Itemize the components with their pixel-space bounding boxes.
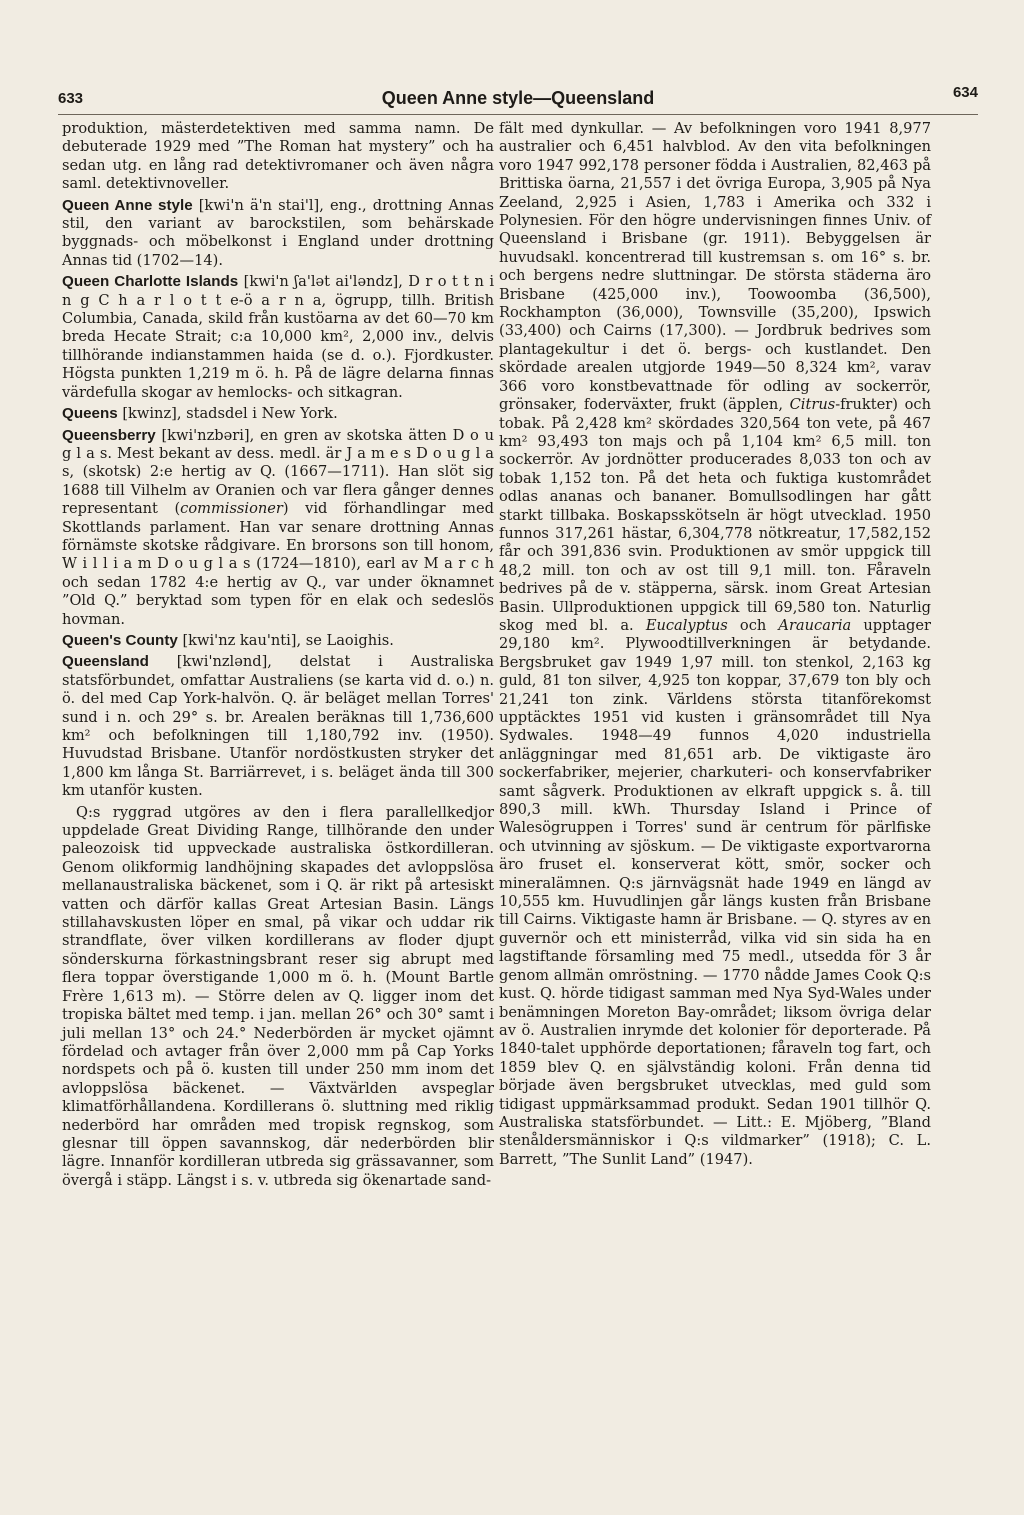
headword: Queensland [62,653,149,671]
page-number-left: 633 [58,90,84,107]
entry-text: fält med dynkullar. — Av befolkningen voro 1941 8,977 australier och 6,451 halvblod. Av den vita befolkningen voro 1947 992,178 personer födda i Australien, 82,463 på Brittiska öarna, 21,557 i det övriga Europa, 3,905 på Nya Zeeland, 2,925 i Asien, 1,783 i Amerika och 332 i Polynesien. För den högre undervisningen finnes Univ. of Queensland i Brisbane (gr. 1911). Bebyggelsen är huvudsakl. koncentrerad till kustremsan s. om 16° s. br. och bergens nedre sluttningar. De största städerna äro Brisbane (425,000 inv.), Toowoomba (36,500), Rockhampton (36,000), Townsville (35,200), Ipswich (33,400) och Cairns (17,300). — Jordbruk bedrives som plantagekultur i det ö. bergs- och kustlandet. Den skördade arealen utgjorde 1949—50 8,324 km², varav 366 voro konstbevattnade för odling av sockerrör, grönsaker, foderväxter, frukt (äpplen, [499,120,931,414]
entry-text: [kwi'n ʃa'lət ai'ləndz], D r o t t n i n g C h a r l o t t e-ö a r n a, ögrupp, tillh. British Columbia, Canada, skild från kustöarna av det 60—70 km breda Hecate Strait; c:a 10,000 km², 2,000 inv., delvis tillhörande indianstammen haida (se d. o.). Fjordkuster. Högsta punkten 1,219 m ö. h. På de lägre delarna finnas värdefulla skogar av hemlocks- och sitkagran. [62,273,495,401]
queensland-geography-paragraph: Q:s ryggrad utgöres av den i flera parallellkedjor uppdelade Great Dividing Range, tillhörande den under paleozoisk tid uppveckade australiska östkordilleran. Genom olikformig landhöjning skapades det avloppslösa mellanaustraliska bäckenet, som i Q. är rikt på artesiskt vatten och därför kallas Great Artesian Basin. Längs stillahavskusten löper en smal, på vikar och uddar rik strandflate, över vilken kordillerans av floder djupt sönderskurna förkastningsbrant reser sig abrupt med flera toppar överstigande 1,000 m ö. h. (Mount Bartle Frère 1,613 m). — Större delen av Q. ligger inom det tropiska bältet med temp. i jan. mellan 26° och 30° samt i juli mellan 13° och 24.° Nederbörden är mycket ojämnt fördelad och avtager från över 2,000 mm på Cap Yorks nordspets och på ö. kusten till under 250 mm inom det avloppslösa bäckenet. — Växtvärlden avspeglar klimatförhållandena. Kordillerans ö. sluttning med riklig nederbörd har områden med tropisk regnskog, som glesnar till öppen savannskog, där nederbörden blir lägre. Innanför kordilleran utbreda sig grässavanner, som övergå i stäpp. Längst i s. v. utbreda sig ökenartade sand- [62,803,494,1189]
entry-italic: commissioner [180,500,283,518]
entry-italic: Araucaria [778,616,852,634]
header-rule [58,114,978,115]
entry-queensberry [62,427,494,629]
entry-text: ) vid förhandlingar med Skottlands parlament. Han var senare drottning Annas förnämste skotske rådgivare. En brorsons son till honom, W i l l i a m D o u g l a s (1724—1810), earl av M a r c h och sedan 1782 4:e hertig av Q., var under öknamnet ”Old Q.” beryktad som typen för en elak och sedeslös hovman. [62,500,494,628]
entry-text: och [727,616,779,634]
entry-queen-charlotte-islands [62,273,494,402]
left-column [62,120,494,1190]
entry-queen-anne-style [62,197,494,271]
entry-text: [kwinz], stadsdel i New York. [117,405,338,423]
headword: Queens [62,405,118,423]
page-number-right: 634 [952,84,978,101]
entry-text: [kwi'nz kau'nti], se Laoighis. [177,631,394,649]
entry-text: -frukter) och tobak. På 2,428 km² skördades 320,564 ton vete, på 467 km² 93,493 ton majs och på 1,104 km² 6,5 mill. ton sockerrör. Av jordnötter producerades 8,033 ton och av tobak 1,152 ton. På det heta och fuktiga kustområdet odlas ananas och bananer. Bomullsodlingen har gått starkt tillbaka. Boskapsskötseln är högt utvecklad. 1950 funnos 317,261 hästar, 6,304,778 nötkreatur, 17,582,152 får och 391,836 svin. Produktionen av smör uppgick till 48,2 mill. ton och av ost till 9,1 mill. ton. Fåraveln bedrives på de v. stäpperna, särsk. inom Great Artesian Basin. Ullproduktionen uppgick till 69,580 ton. Naturlig skog med bl. a. [499,396,931,634]
headword: Queen's County [62,631,178,649]
headword: Queensberry [62,426,156,444]
entry-text: [kwi'n ä'n stai'l], eng., drottning Annas stil, den variant av barockstilen, som behärskade byggnads- och möbelkonst i England under drottning Annas tid (1702—14). [62,196,494,269]
right-column [499,120,931,1169]
entry-text: upptager 29,180 km². Plywoodtillverkningen är betydande. Bergsbruket gav 1949 1,97 mill. ton stenkol, 2,163 kg guld, 81 ton silver, 4,925 ton koppar, 37,679 ton bly och 21,241 ton zink. Världens största titanförekomst upptäcktes 1951 vid kusten i gränsområdet till Nya Sydwales. 1948—49 funnos 4,020 industriella anläggningar med 81,651 arb. De viktigaste äro sockerfabriker, mejerier, charkuteri- och konservfabriker samt sågverk. Produktionen av elkraft uppgick s. å. till 890,3 mill. kWh. Thursday Island i Prince of Walesögruppen i Torres' sund är centrum för pärlfiske och utvinning av sjöskum. — De viktigaste exportvarorna äro fruset el. konserverat kött, smör, socker och mineralämnen. Q:s järnvägsnät hade 1949 en längd av 10,555 km. Huvudlinjen går längs kusten från Brisbane till Cairns. Viktigaste hamn är Brisbane. — Q. styres av en guvernör och ett ministerråd, vilka vid sin sida ha en lagstiftande församling med 75 medl., utsedda för 3 år genom allmän omröstning. — 1770 nådde James Cook Q:s kust. Q. hörde tidigast samman med Nya Syd-Wales under benämningen Moreton Bay-området; liksom övriga delar av ö. Australien inrymde det kolonier för deporterade. På 1840-talet upphörde deportationen; fåraveln tog fart, och 1859 blev Q. en självständig koloni. Från denna tid började även bergsbruket utvecklas, med guld som tidigast uppmärksammad produkt. Sedan 1901 tillhör Q. Australiska statsförbundet. — Litt.: E. Mjöberg, ”Bland stenåldersmänniskor i Q:s vildmarker” (1918); C. L. Barrett, ”The Sunlit Land” (1947). [499,616,931,1168]
running-title: Queen Anne style—Queensland [381,88,655,108]
entry-text: [kwi'nzbəri], en gren av skotska ätten D o u g l a s. Mest bekant av dess. medl. är J a m e s D o u g l a s, (skotsk) 2:e hertig av Q. (1667—1711). Han slöt sig 1688 till Vilhelm av Oranien och var flera gånger dennes representant ( [62,426,494,518]
entry-italic: Citrus [789,396,836,414]
headword: Queen Anne style [62,196,193,214]
continued-paragraph: produktion, mästerdetektiven med samma namn. De debuterade 1929 med ”The Roman hat mystery” och ha sedan utg. en lång rad detektivromaner och även några saml. detektivnoveller. [62,120,494,193]
entry-queensland [62,653,494,800]
page-header [58,84,978,114]
headword: Queen Charlotte Islands [62,273,239,291]
queensland-continued-paragraph [499,120,931,1169]
entry-italic: Eucalyptus [645,616,728,634]
entry-queens [62,405,494,423]
entry-text: [kwi'nzlənd], delstat i Australiska statsförbundet, omfattar Australiens (se karta vid d. o.) n. ö. del med Cap York-halvön. Q. är beläget mellan Torres' sund i n. och 29° s. br. Arealen beräknas till 1,736,600 km² och befolkningen till 1,180,792 inv. (1950). Huvudstad Brisbane. Utanför nordöstkusten stryker det 1,800 km långa St. Barriärrevet, i s. beläget ända till 300 km utanför kusten. [62,653,494,800]
entry-queens-county [62,632,494,650]
